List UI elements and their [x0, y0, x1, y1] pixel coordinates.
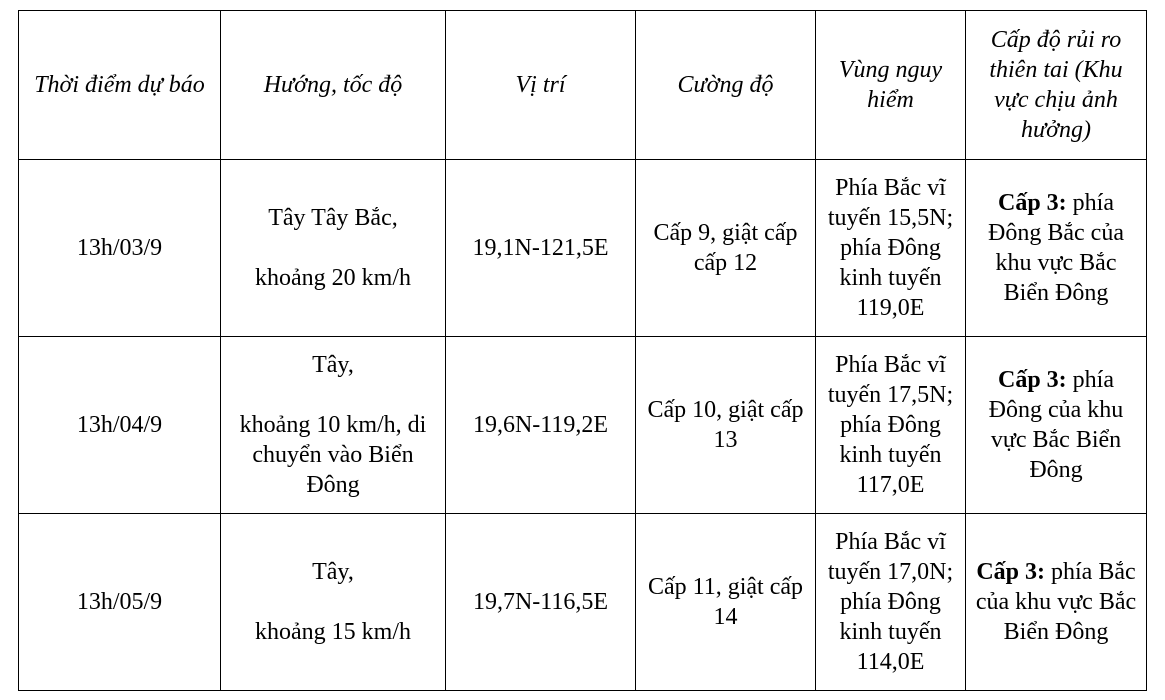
- risk-area-text: phía Đông của khu vực Bắc Biển Đông: [988, 367, 1124, 483]
- header-forecast-time: Thời điểm dự báo: [19, 11, 221, 160]
- cell-forecast-time: 13h/04/9: [19, 337, 221, 514]
- cell-position: 19,7N-116,5E: [446, 514, 636, 691]
- cell-intensity: Cấp 9, giật cấp cấp 12: [636, 160, 816, 337]
- speed-text: khoảng 10 km/h, di chuyển vào Biển Đông: [239, 412, 427, 498]
- speed-text: khoảng 15 km/h: [255, 619, 411, 645]
- cell-direction-speed: [221, 337, 446, 514]
- forecast-table: [18, 10, 1147, 691]
- header-risk-level: Cấp độ rủi ro thiên tai (Khu vực chịu ảnh hưởng): [966, 11, 1147, 160]
- header-row: [19, 11, 1147, 160]
- cell-intensity: Cấp 11, giật cấp 14: [636, 514, 816, 691]
- risk-area-text: phía Đông Bắc của khu vực Bắc Biển Đông: [988, 190, 1124, 306]
- direction-text: Tây Tây Bắc,: [268, 205, 398, 231]
- cell-danger-zone: Phía Bắc vĩ tuyến 17,0N; phía Đông kinh tuyến 114,0E: [816, 514, 966, 691]
- table-row: [19, 514, 1147, 691]
- risk-level-label: Cấp 3:: [998, 190, 1067, 216]
- cell-forecast-time: 13h/03/9: [19, 160, 221, 337]
- speed-text: khoảng 20 km/h: [255, 265, 411, 291]
- risk-area-text: phía Bắc của khu vực Bắc Biển Đông: [975, 559, 1137, 645]
- cell-risk-level: [966, 337, 1147, 514]
- cell-risk-level: [966, 514, 1147, 691]
- cell-intensity: Cấp 10, giật cấp 13: [636, 337, 816, 514]
- direction-text: Tây,: [312, 352, 354, 378]
- header-intensity: Cường độ: [636, 11, 816, 160]
- cell-position: 19,6N-119,2E: [446, 337, 636, 514]
- risk-level-label: Cấp 3:: [998, 367, 1067, 393]
- cell-direction-speed: [221, 160, 446, 337]
- header-direction-speed: Hướng, tốc độ: [221, 11, 446, 160]
- cell-forecast-time: 13h/05/9: [19, 514, 221, 691]
- header-danger-zone: Vùng nguy hiểm: [816, 11, 966, 160]
- cell-danger-zone: Phía Bắc vĩ tuyến 15,5N; phía Đông kinh tuyến 119,0E: [816, 160, 966, 337]
- cell-direction-speed: [221, 514, 446, 691]
- risk-level-label: Cấp 3:: [976, 559, 1046, 585]
- cell-risk-level: [966, 160, 1147, 337]
- table-row: [19, 160, 1147, 337]
- header-position: Vị trí: [446, 11, 636, 160]
- cell-danger-zone: Phía Bắc vĩ tuyến 17,5N; phía Đông kinh tuyến 117,0E: [816, 337, 966, 514]
- cell-position: 19,1N-121,5E: [446, 160, 636, 337]
- direction-text: Tây,: [312, 559, 354, 585]
- table-row: [19, 337, 1147, 514]
